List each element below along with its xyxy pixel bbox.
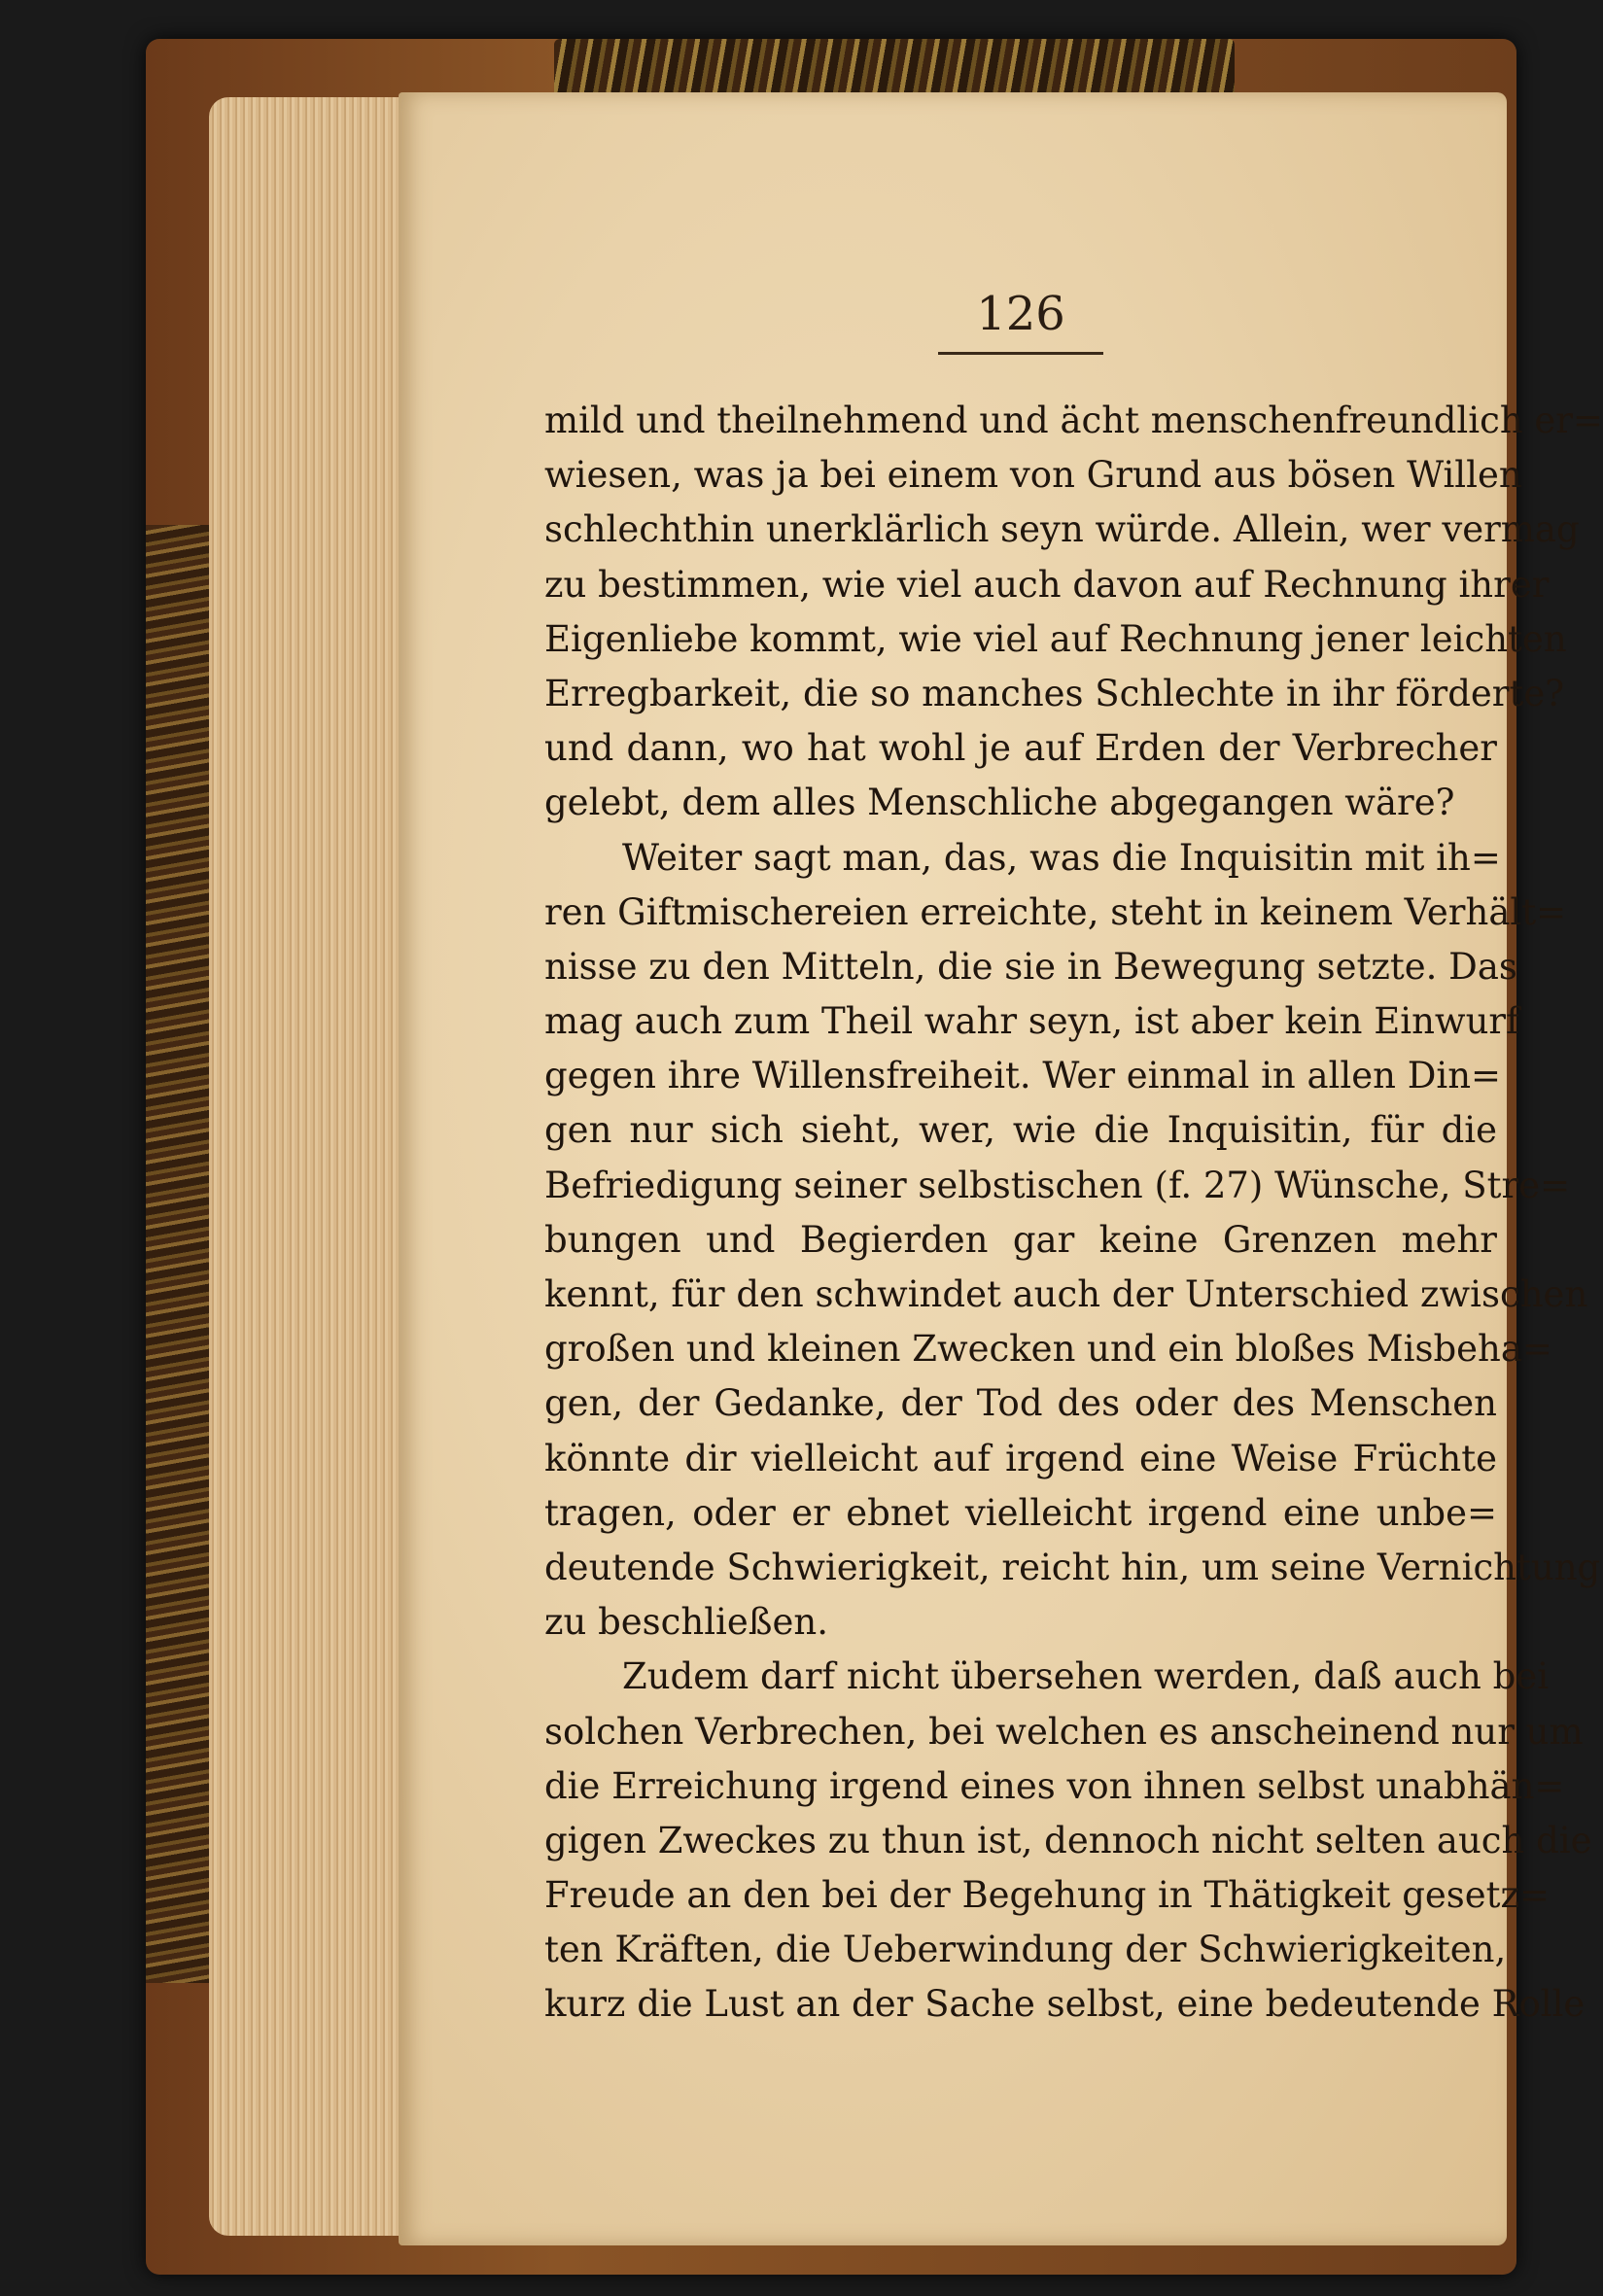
text-line: Weiter sagt man, das, was die Inquisitin mit ih= — [622, 836, 1501, 879]
text-line: kennt, für den schwindet auch der Unterschied zwischen — [544, 1273, 1588, 1315]
page-number: 126 — [976, 287, 1065, 341]
text-line: mild und theilnehmend und ächt menschenfreundlich er= — [544, 400, 1603, 441]
text-line: wiesen, was ja bei einem von Grund aus bösen Willen — [544, 454, 1522, 497]
text-line: großen und kleinen Zwecken und ein bloßes Misbeha= — [544, 1328, 1552, 1371]
text-line: und dann, wo hat wohl je auf Erden der Verbrecher — [544, 727, 1497, 770]
text-line: gen nur sich sieht, wer, wie die Inquisitin, für die — [544, 1109, 1497, 1152]
text-line: gegen ihre Willensfreiheit. Wer einmal in allen Din= — [544, 1055, 1502, 1097]
text-line: die Erreichung irgend eines von ihnen selbst unabhän= — [544, 1764, 1565, 1807]
text-line: Freude an den bei der Begehung in Thätigkeit gesetz= — [544, 1874, 1551, 1917]
text-line: Zudem darf nicht übersehen werden, daß auch bei — [622, 1655, 1550, 1698]
marbled-spine — [146, 525, 214, 1983]
text-line: mag auch zum Theil wahr seyn, ist aber kein Einwurf — [544, 1000, 1519, 1043]
text-line: kurz die Lust an der Sache selbst, eine bedeutende Rolle — [544, 1983, 1586, 2026]
text-line: gen, der Gedanke, der Tod des oder des Menschen — [544, 1382, 1497, 1425]
text-line: Eigenliebe kommt, wie viel auf Rechnung jener leichten — [544, 617, 1567, 660]
text-line: gigen Zweckes zu thun ist, dennoch nicht selten auch die — [544, 1819, 1592, 1861]
body-text — [544, 394, 1603, 2033]
text-line: könnte dir vielleicht auf irgend eine Weise Früchte — [544, 1437, 1497, 1479]
text-line: ten Kräften, die Ueberwindung der Schwierigkeiten, — [544, 1929, 1507, 1971]
text-line: zu beschließen. — [544, 1601, 828, 1644]
text-line: deutende Schwierigkeit, reicht hin, um seine Vernichtung — [544, 1546, 1601, 1588]
text-line: gelebt, dem alles Menschliche abgegangen wäre? — [544, 782, 1455, 824]
text-line: bungen und Begierden gar keine Grenzen mehr — [544, 1218, 1497, 1261]
text-line: nisse zu den Mitteln, die sie in Bewegung setzte. Das — [544, 945, 1517, 988]
text-line: ren Giftmischereien erreichte, steht in keinem Verhält= — [544, 890, 1567, 933]
text-line: tragen, oder er ebnet vielleicht irgend eine unbe= — [544, 1491, 1497, 1534]
text-line: Erregbarkeit, die so manches Schlechte in ihr förderte? — [544, 672, 1565, 714]
marbled-top-edge — [554, 39, 1235, 92]
text-line: solchen Verbrechen, bei welchen es anscheinend nur um — [544, 1710, 1584, 1753]
page-edges — [209, 97, 413, 2236]
text-line: zu bestimmen, wie viel auch davon auf Rechnung ihrer — [544, 563, 1550, 606]
page-number-rule — [938, 352, 1103, 355]
text-line: Befriedigung seiner selbstischen (f. 27) Wünsche, Stre= — [544, 1164, 1571, 1206]
text-line: schlechthin unerklärlich seyn würde. Allein, wer vermag — [544, 508, 1580, 551]
